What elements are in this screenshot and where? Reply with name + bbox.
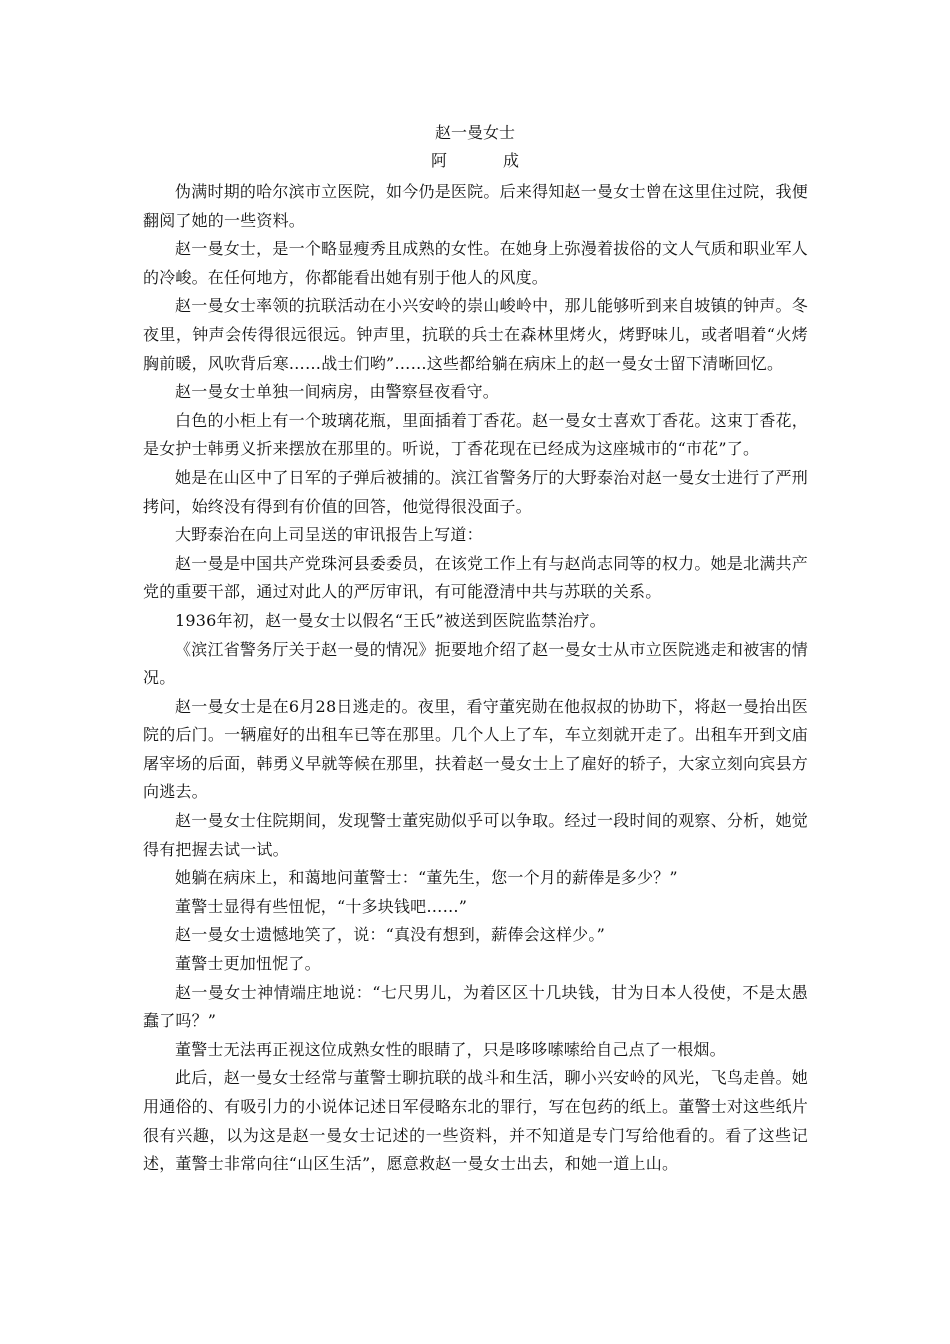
paragraph: 赵一曼是中国共产党珠河县委委员，在该党工作上有与赵尚志同等的权力。她是北满共产党的重要干部，通过对此人的严厉审讯，有可能澄清中共与苏联的关系。	[143, 553, 808, 602]
paragraph: 大野泰治在向上司呈送的审讯报告上写道：	[175, 525, 483, 545]
paragraph: 董警士更加忸怩了。	[175, 954, 321, 974]
paragraph: 1936年初，赵一曼女士以假名“王氏”被送到医院监禁治疗。	[175, 610, 606, 630]
author-name: 阿 成	[430, 151, 539, 170]
paragraph: 白色的小柜上有一个玻璃花瓶，里面插着丁香花。赵一曼女士喜欢丁香花。这束丁香花，是女护士韩勇义折来摆放在那里的。听说，丁香花现在已经成为这座城市的“市花”了。	[143, 410, 808, 459]
paragraph: 她躺在病床上，和蔼地问董警士：“董先生，您一个月的薪俸是多少？”	[175, 868, 678, 888]
paragraph: 伪满时期的哈尔滨市立医院，如今仍是医院。后来得知赵一曼女士曾在这里住过院，我便翻阅了她的一些资料。	[143, 182, 808, 230]
paragraph: 董警士无法再正视这位成熟女性的眼睛了，只是哆哆嗦嗦给自己点了一根烟。	[175, 1039, 726, 1059]
paragraph: 赵一曼女士住院期间，发现警士董宪勋似乎可以争取。经过一段时间的观察、分析，她觉得有把握去试一试。	[143, 811, 808, 859]
paragraph: 赵一曼女士，是一个略显瘦秀且成熟的女性。在她身上弥漫着拔俗的文人气质和职业军人的冷峻。在任何地方，你都能看出她有别于他人的风度。	[143, 239, 808, 287]
article-body	[143, 178, 808, 1179]
paragraph: 赵一曼女士遗憾地笑了，说：“真没有想到，薪俸会这样少。”	[175, 925, 605, 945]
paragraph: 赵一曼女士单独一间病房，由警察昼夜看守。	[175, 382, 500, 402]
paragraph: 此后，赵一曼女士经常与董警士聊抗联的战斗和生活，聊小兴安岭的风光，飞鸟走兽。她用通俗的、有吸引力的小说体记述日军侵略东北的罪行，写在包药的纸上。董警士对这些纸片很有兴趣，以为这是赵一曼女士记述的一些资料，并不知道是专门写给他看的。看了这些记述，董警士非常向往“山区生活”，愿意救赵一曼女士出去，和她一道上山。	[143, 1068, 808, 1174]
paragraph: 她是在山区中了日军的子弹后被捕的。滨江省警务厅的大野泰治对赵一曼女士进行了严刑拷问，始终没有得到有价值的回答，他觉得很没面子。	[143, 467, 808, 516]
paragraph: 《滨江省警务厅关于赵一曼的情况》扼要地介绍了赵一曼女士从市立医院逃走和被害的情况。	[143, 639, 808, 688]
paragraph: 赵一曼女士率领的抗联活动在小兴安岭的崇山峻岭中，那儿能够听到来自坡镇的钟声。冬夜里，钟声会传得很远很远。钟声里，抗联的兵士在森林里烤火，烤野味儿，或者唱着“火烤胸前暖，风吹背后寒……战士们哟”……这些都给躺在病床上的赵一曼女士留下清晰回忆。	[143, 296, 808, 373]
article-title: 赵一曼女士	[434, 123, 515, 142]
paragraph: 赵一曼女士是在6月28日逃走的。夜里，看守董宪勋在他叔叔的协助下，将赵一曼抬出医院的后门。一辆雇好的出租车已等在那里。几个人上了车，车立刻就开走了。出租车开到文庙屠宰场的后面，韩勇义早就等候在那里，扶着赵一曼女士上了雇好的轿子，大家立刻向宾县方向逃去。	[143, 696, 808, 802]
paragraph: 董警士显得有些忸怩，“十多块钱吧……”	[175, 896, 468, 916]
paragraph: 赵一曼女士神情端庄地说：“七尺男儿，为着区区十几块钱，甘为日本人役使，不是太愚蠢了吗？”	[143, 982, 808, 1031]
